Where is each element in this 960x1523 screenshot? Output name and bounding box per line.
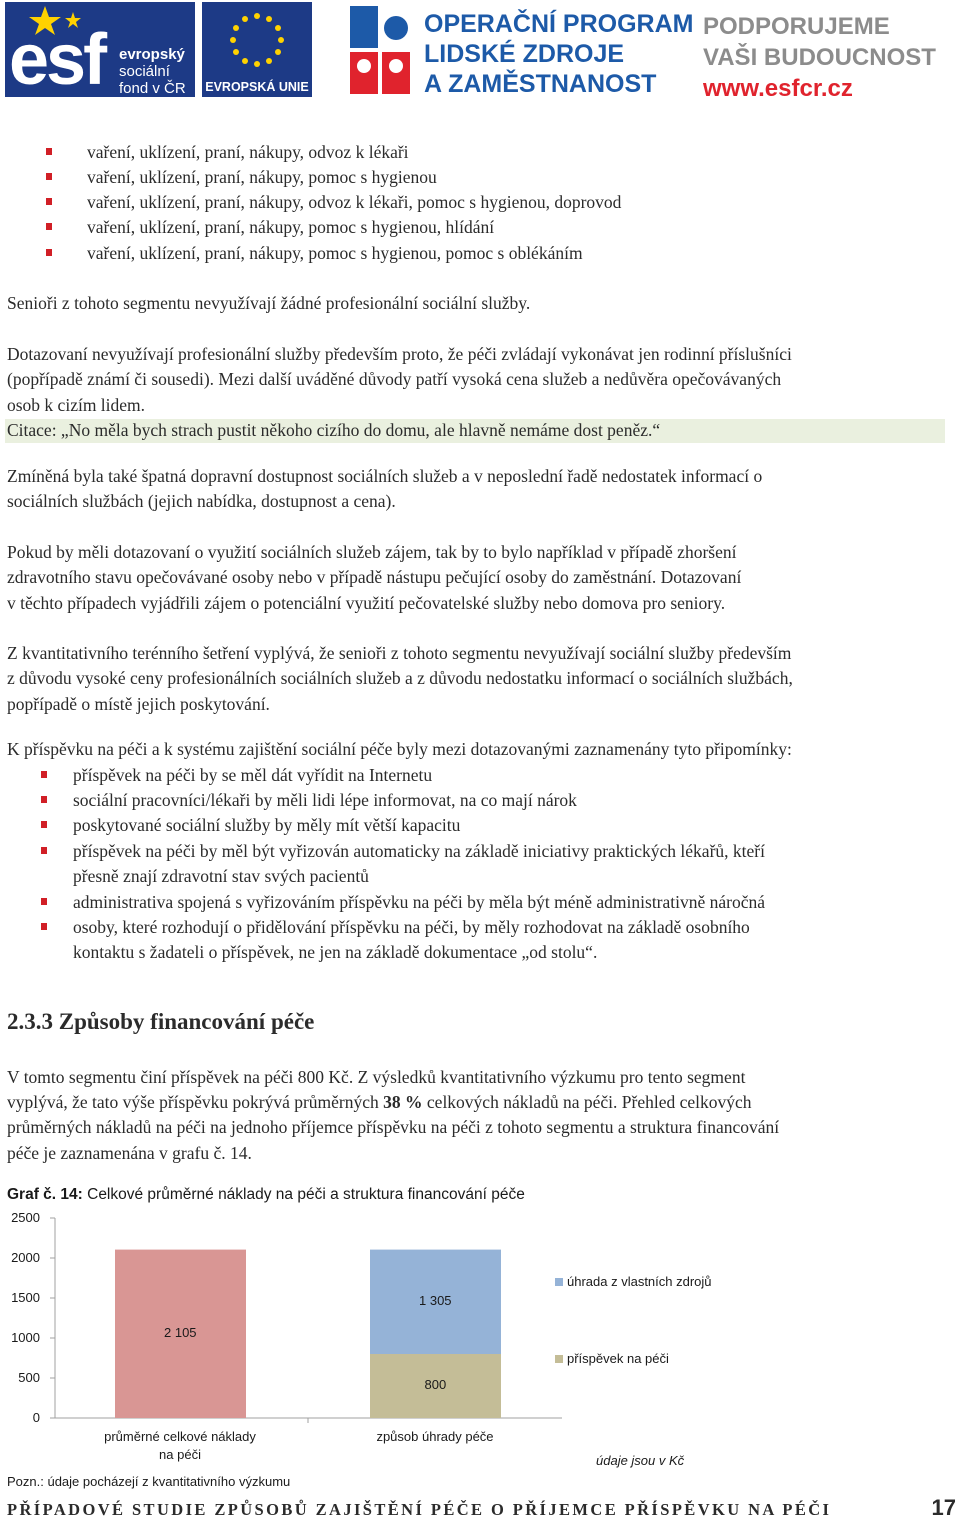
op-title: OPERAČNÍ PROGRAM LIDSKÉ ZDROJE A ZAMĚSTNANOST — [424, 10, 694, 98]
list-item: poskytované sociální služby by měly mít větší kapacitu — [73, 815, 461, 835]
data-label-contribution: 800 — [424, 1377, 447, 1392]
y-tick-label: 1500 — [11, 1290, 40, 1305]
data-label-total: 2 105 — [164, 1324, 197, 1340]
y-tick-label: 2500 — [11, 1210, 40, 1225]
list-item: vaření, uklízení, praní, nákupy, pomoc s hygienou, hlídání — [87, 217, 495, 237]
x-category-label: průměrné celkové náklady na péči — [104, 1429, 256, 1462]
esf-wordmark: esf — [9, 20, 105, 100]
quote-text: Citace: „No měla bych strach pustit někoho cizího do domu, ale hlavně nemáme dost peněz.“ — [7, 420, 661, 440]
percent-highlight: 38 % — [383, 1092, 423, 1112]
list-item: vaření, uklízení, praní, nákupy, odvoz k lékaři — [87, 142, 409, 162]
y-tick-label: 1000 — [11, 1330, 40, 1345]
list-item: administrativa spojená s vyřizováním příspěvku na péči by měla být méně administrativně náročná — [73, 892, 766, 912]
chart-source-note: Pozn.: údaje pocházejí z kvantitativního výzkumu — [7, 1474, 291, 1489]
page-number: 17 — [931, 1495, 956, 1520]
list-item: vaření, uklízení, praní, nákupy, pomoc s hygienou — [87, 167, 437, 187]
paragraph-seniors: Senioři z tohoto segmentu nevyužívají žádné profesionální sociální služby. — [7, 293, 531, 313]
slogan: PODPORUJEME VAŠI BUDOUCNOST www.esfcr.cz — [703, 13, 936, 102]
list-item: osoby, které rozhodují o přidělování příspěvku na péči, by měly rozhodovat na základě osobního — [73, 917, 750, 937]
list-item: vaření, uklízení, praní, nákupy, odvoz k lékaři, pomoc s hygienou, doprovod — [87, 192, 622, 212]
y-tick-label: 2000 — [11, 1250, 40, 1265]
list-item-continuation: přesně znají zdravotní stav svých pacientů — [73, 866, 369, 886]
list-item-continuation: kontaktu s žadateli o příspěvek, ne jen na základě dokumentace „od stolu“. — [73, 942, 598, 962]
list-item: příspěvek na péči by se měl dát vyřídit na Internetu — [73, 765, 433, 785]
list-item: příspěvek na péči by měl být vyřizován automaticky na základě iniciativy praktických lékařů, kteří — [73, 841, 765, 861]
x-category-label: způsob úhrady péče — [376, 1429, 494, 1444]
list-item: vaření, uklízení, praní, nákupy, pomoc s hygienou, pomoc s oblékáním — [87, 243, 583, 263]
legend-swatch-icon — [555, 1355, 563, 1363]
eu-label: EVROPSKÁ UNIE — [205, 80, 309, 94]
chart-caption: Graf č. 14: Celkové průměrné náklady na péči a struktura financování péče — [7, 1186, 525, 1203]
esf-subtitle: evropský sociální fond v ČR — [119, 46, 186, 97]
legend-swatch-icon — [555, 1278, 563, 1286]
footer-title: PŘÍPADOVÉ STUDIE ZPŮSOBŮ ZAJIŠTĚNÍ PÉČE O PŘÍJEMCE PŘÍSPĚVKU NA PÉČI — [7, 1500, 832, 1519]
y-tick-label: 500 — [18, 1370, 40, 1385]
legend-item-contribution: příspěvek na péči — [555, 1351, 669, 1366]
list-item: sociální pracovníci/lékaři by měli lidi lépe informovat, na co mají nárok — [73, 790, 577, 810]
chart-unit-note: údaje jsou v Kč — [596, 1453, 685, 1468]
data-label-own-funds: 1 305 — [419, 1292, 452, 1308]
esf-website-link[interactable]: www.esfcr.cz — [703, 75, 853, 102]
paragraph-remarks-intro: K příspěvku na péči a k systému zajištění sociální péče byly mezi dotazovanými zaznamenány tyto připomínky: — [7, 739, 792, 759]
legend-item-own-funds: úhrada z vlastních zdrojů — [555, 1274, 712, 1289]
section-heading: 2.3.3 Způsoby financování péče — [7, 1009, 315, 1034]
y-tick-label: 0 — [32, 1410, 40, 1425]
